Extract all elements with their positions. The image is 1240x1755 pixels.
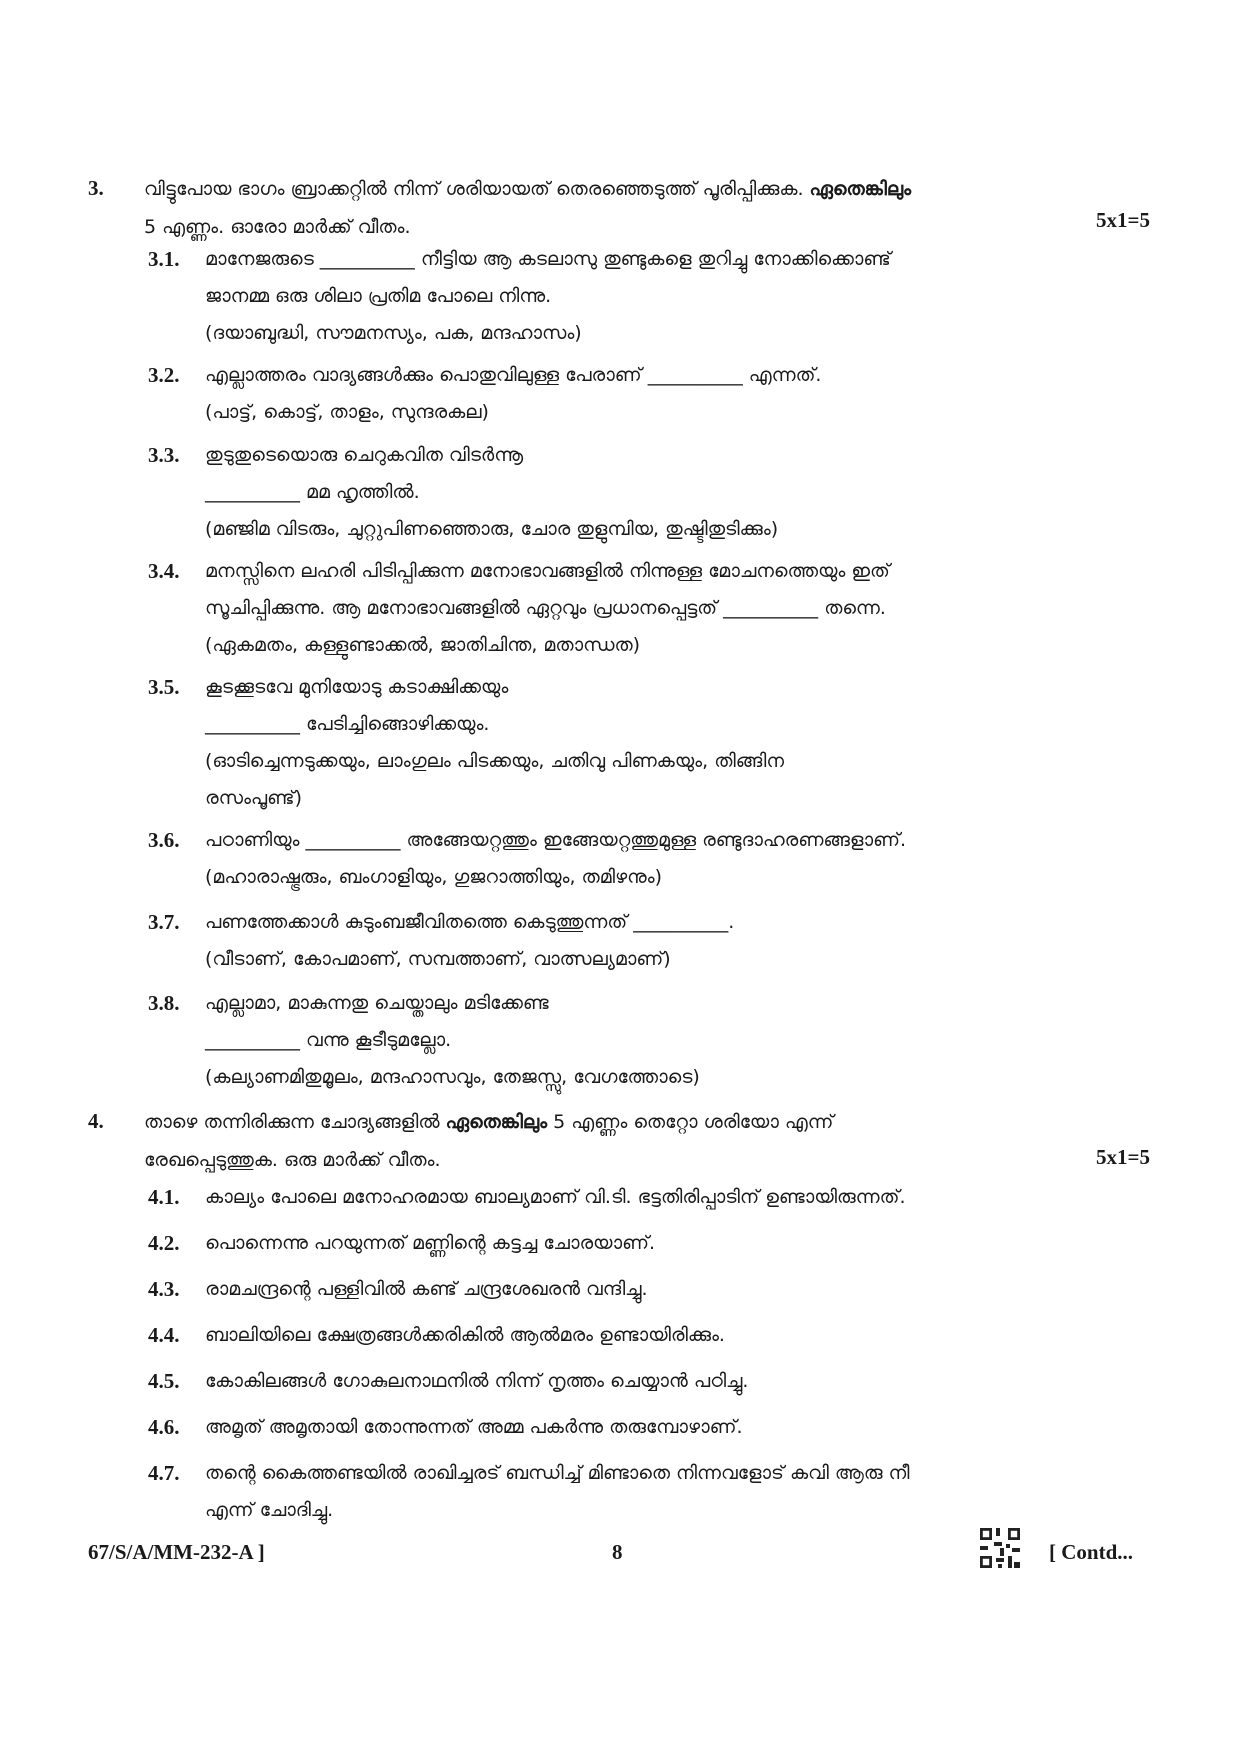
question-4 xyxy=(88,1103,1150,1177)
question-3-number: 3. xyxy=(88,176,104,200)
question-3-marks: 5x1=5 xyxy=(1096,208,1150,232)
paper-code: 67/S/A/MM-232-A ] xyxy=(88,1540,265,1564)
continued-label: [ Contd... xyxy=(1049,1540,1134,1564)
question-3 xyxy=(88,170,1150,240)
question-3-instruction: വിട്ടുപോയ ഭാഗം ബ്രാക്കറ്റിൽ നിന്ന് ശരിയായത് തെരഞ്ഞെടുത്ത് പൂരിപ്പിക്കുക. ഏതെങ്കിലും 5 എണ്ണം. ഓരോ മാർക്ക് വീതം. xyxy=(144,178,912,238)
qr-code-icon xyxy=(980,1528,1020,1568)
question-4-instruction: താഴെ തന്നിരിക്കുന്ന ചോദ്യങ്ങളിൽ ഏതെങ്കിലും 5 എണ്ണം തെറ്റോ ശരിയോ എന്ന് രേഖപ്പെടുത്തുക. ഒരു മാർക്ക് വീതം. xyxy=(144,1111,834,1171)
question-4-marks: 5x1=5 xyxy=(1096,1145,1150,1169)
question-4-number: 4. xyxy=(88,1109,104,1133)
page-number: 8 xyxy=(612,1540,623,1564)
